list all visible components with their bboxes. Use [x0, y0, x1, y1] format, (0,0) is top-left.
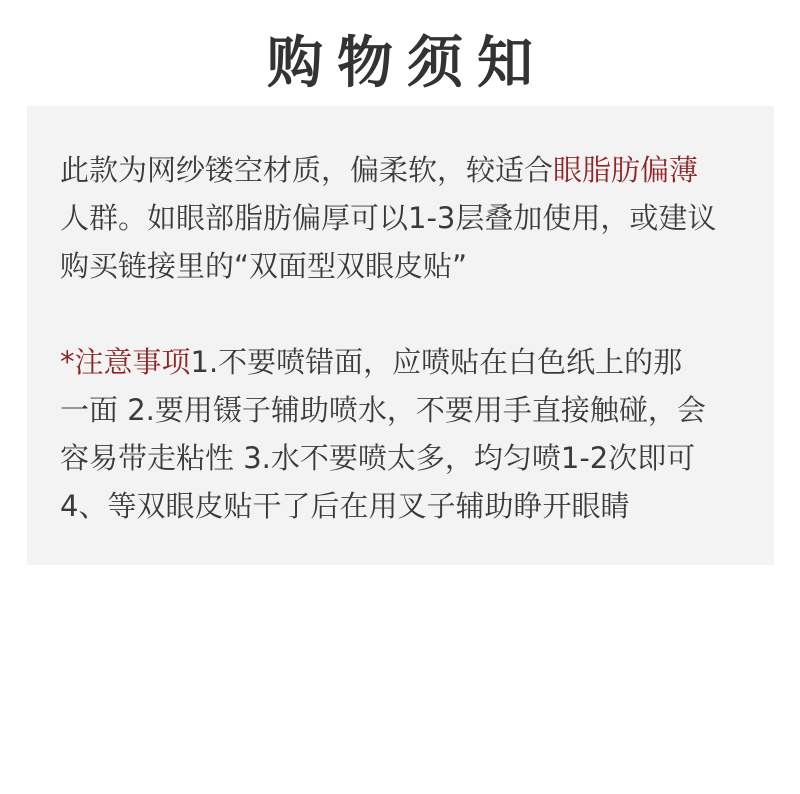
usage-line-2: 一面 2.要用镊子辅助喷水，不要用手直接触碰，会	[60, 393, 706, 427]
material-description	[60, 146, 760, 290]
usage-line-4: 4、等双眼皮贴干了后在用叉子辅助睁开眼睛	[60, 489, 630, 523]
usage-line-1-text: 1.不要喷错面，应喷贴在白色纸上的那	[190, 345, 683, 379]
material-line-3: 购买链接里的“双面型双眼皮贴”	[60, 249, 468, 283]
notes-label: *注意事项	[60, 345, 191, 379]
thin-eye-fat-highlight: 眼脂肪偏薄	[553, 153, 699, 187]
usage-line-1	[60, 338, 760, 386]
material-line-2: 人群。如眼部脂肪偏厚可以1-3层叠加使用，或建议	[60, 201, 717, 235]
notice-panel	[27, 106, 774, 565]
material-line-1	[60, 146, 760, 194]
usage-line-3: 容易带走粘性 3.水不要喷太多，均匀喷1-2次即可	[60, 441, 696, 475]
usage-notes	[60, 338, 760, 530]
page-title: 购物须知	[267, 31, 547, 96]
material-line-1-text: 此款为网纱镂空材质，偏柔软，较适合	[60, 153, 554, 187]
